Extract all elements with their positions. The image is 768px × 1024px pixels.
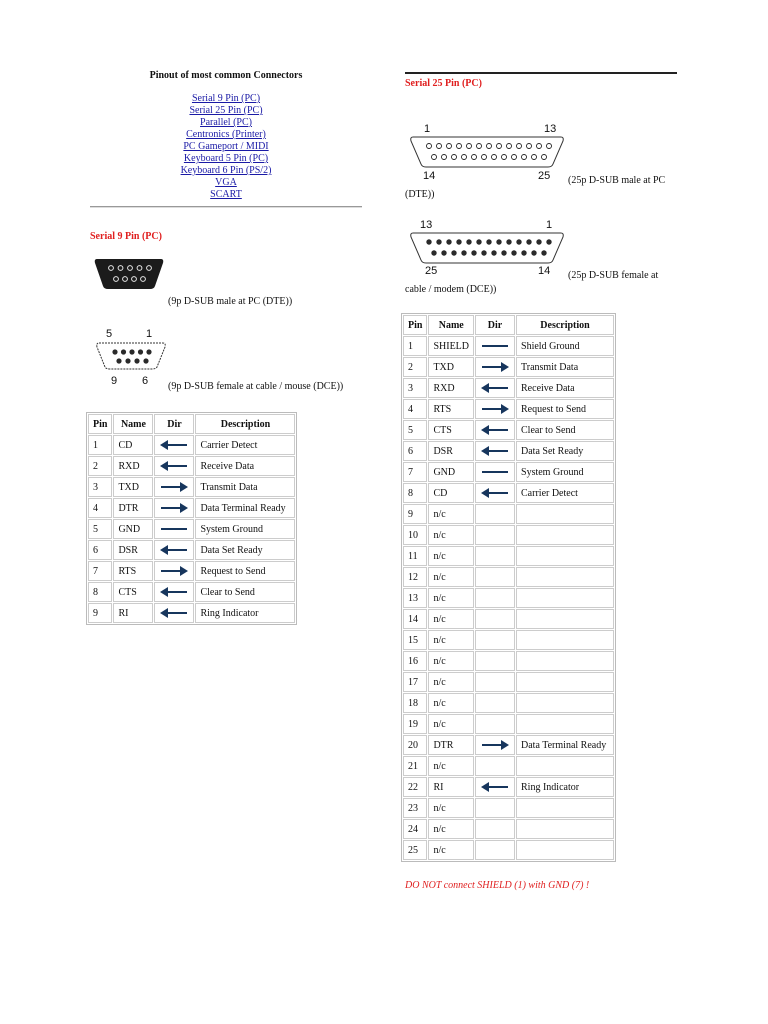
table-row: [88, 519, 295, 539]
pin-cell: 8: [88, 582, 112, 602]
description-cell: Shield Ground: [516, 336, 614, 356]
db9-female-label-5: 5: [106, 328, 113, 340]
direction-cell: [154, 435, 194, 455]
table-row: [403, 840, 614, 860]
pin-cell: 19: [403, 714, 427, 734]
signal-name-cell: RTS: [428, 399, 474, 419]
column-header: Name: [113, 414, 153, 434]
table-row: [403, 798, 614, 818]
direction-cell: [154, 477, 194, 497]
line-icon: [159, 524, 189, 534]
direction-cell: [154, 603, 194, 623]
arrow-right-icon: [159, 566, 189, 576]
description-cell: [516, 693, 614, 713]
pin-cell: 12: [403, 567, 427, 587]
direction-cell: [475, 378, 515, 398]
description-cell: Clear to Send: [516, 420, 614, 440]
db25-female-label-13: 13: [420, 219, 433, 231]
pin-cell: 20: [403, 735, 427, 755]
description-cell: [516, 756, 614, 776]
signal-name-cell: TXD: [113, 477, 153, 497]
signal-name-cell: GND: [113, 519, 153, 539]
description-cell: Data Set Ready: [516, 441, 614, 461]
table-row: [88, 456, 295, 476]
signal-name-cell: n/c: [428, 651, 474, 671]
serial25-table-wrapper: [401, 313, 616, 862]
serial25-table-body: [403, 336, 614, 860]
description-cell: Receive Data: [195, 456, 295, 476]
link-parallel[interactable]: Parallel (PC): [200, 117, 252, 128]
description-cell: [516, 504, 614, 524]
column-header: Dir: [475, 315, 515, 335]
link-centronics[interactable]: Centronics (Printer): [186, 129, 266, 140]
description-cell: [516, 588, 614, 608]
db25-male-label-13: 13: [544, 123, 557, 135]
db9-male-caption: (9p D-SUB male at PC (DTE)): [168, 296, 293, 307]
db25-male-label-25: 25: [538, 170, 551, 182]
signal-name-cell: CD: [113, 435, 153, 455]
description-cell: Carrier Detect: [516, 483, 614, 503]
section-divider: [405, 72, 677, 74]
direction-cell: [475, 399, 515, 419]
direction-cell: [154, 498, 194, 518]
signal-name-cell: n/c: [428, 714, 474, 734]
pin-cell: 4: [88, 498, 112, 518]
shield-gnd-warning: DO NOT connect SHIELD (1) with GND (7) !: [405, 880, 590, 891]
description-cell: Clear to Send: [195, 582, 295, 602]
table-row: [403, 483, 614, 503]
signal-name-cell: n/c: [428, 504, 474, 524]
signal-name-cell: RI: [113, 603, 153, 623]
table-row: [403, 441, 614, 461]
pin-cell: 14: [403, 609, 427, 629]
db25-male-connector-image: [409, 135, 565, 172]
db9-female-connector-image: [95, 341, 167, 374]
direction-cell: [154, 561, 194, 581]
signal-name-cell: DTR: [113, 498, 153, 518]
direction-cell: [475, 588, 515, 608]
db9-female-label-9: 9: [111, 375, 118, 387]
table-row: [88, 435, 295, 455]
table-row: [403, 462, 614, 482]
direction-cell: [475, 693, 515, 713]
signal-name-cell: DSR: [428, 441, 474, 461]
table-row: [403, 399, 614, 419]
pin-cell: 9: [88, 603, 112, 623]
pin-cell: 6: [88, 540, 112, 560]
db9-female-label-1: 1: [146, 328, 153, 340]
pin-cell: 3: [88, 477, 112, 497]
signal-name-cell: n/c: [428, 588, 474, 608]
description-cell: [516, 525, 614, 545]
arrow-left-icon: [159, 545, 189, 555]
description-cell: [516, 714, 614, 734]
description-cell: [516, 798, 614, 818]
direction-cell: [475, 504, 515, 524]
table-row: [403, 630, 614, 650]
pin-cell: 6: [403, 441, 427, 461]
description-cell: Request to Send: [195, 561, 295, 581]
description-cell: Ring Indicator: [516, 777, 614, 797]
db25-male-label-1: 1: [424, 123, 431, 135]
link-serial-9[interactable]: Serial 9 Pin (PC): [191, 93, 261, 104]
serial25-heading: Serial 25 Pin (PC): [405, 78, 482, 89]
pin-cell: 1: [403, 336, 427, 356]
pin-cell: 2: [88, 456, 112, 476]
direction-cell: [475, 336, 515, 356]
link-keyboard-5[interactable]: Keyboard 5 Pin (PC): [183, 153, 269, 164]
pin-cell: 5: [403, 420, 427, 440]
arrow-left-icon: [159, 461, 189, 471]
pin-cell: 10: [403, 525, 427, 545]
line-icon: [480, 467, 510, 477]
table-row: [403, 336, 614, 356]
signal-name-cell: RI: [428, 777, 474, 797]
table-row: [403, 672, 614, 692]
db25-female-label-25: 25: [425, 265, 438, 277]
table-row: [403, 651, 614, 671]
direction-cell: [475, 735, 515, 755]
column-header: Pin: [88, 414, 112, 434]
pin-cell: 7: [403, 462, 427, 482]
direction-cell: [475, 777, 515, 797]
signal-name-cell: CD: [428, 483, 474, 503]
table-row: [403, 504, 614, 524]
direction-cell: [475, 525, 515, 545]
description-cell: [516, 672, 614, 692]
arrow-left-icon: [159, 587, 189, 597]
signal-name-cell: n/c: [428, 840, 474, 860]
pin-cell: 15: [403, 630, 427, 650]
direction-cell: [475, 651, 515, 671]
table-header-row: [403, 315, 614, 335]
arrow-right-icon: [480, 362, 510, 372]
db25-female-caption: (25p D-SUB female at cable / modem (DCE)): [405, 270, 659, 295]
direction-cell: [475, 630, 515, 650]
arrow-left-icon: [480, 383, 510, 393]
arrow-left-icon: [480, 425, 510, 435]
table-row: [403, 819, 614, 839]
link-gameport[interactable]: PC Gameport / MIDI: [183, 141, 269, 152]
table-row: [403, 546, 614, 566]
db9-female-label-6: 6: [142, 375, 149, 387]
page-title: Pinout of most common Connectors: [149, 70, 303, 81]
db25-female-connector-image: [409, 231, 565, 268]
column-header: Description: [195, 414, 295, 434]
description-cell: System Ground: [516, 462, 614, 482]
link-scart[interactable]: SCART: [210, 189, 242, 200]
pin-cell: 21: [403, 756, 427, 776]
signal-name-cell: SHIELD: [428, 336, 474, 356]
table-header-row: [88, 414, 295, 434]
serial9-heading: Serial 9 Pin (PC): [90, 231, 162, 242]
arrow-left-icon: [480, 488, 510, 498]
table-row: [88, 561, 295, 581]
serial9-pin-table: [86, 412, 297, 625]
table-row: [88, 477, 295, 497]
description-cell: [516, 609, 614, 629]
link-keyboard-6[interactable]: Keyboard 6 Pin (PS/2): [180, 165, 272, 176]
description-cell: System Ground: [195, 519, 295, 539]
direction-cell: [475, 441, 515, 461]
pin-cell: 7: [88, 561, 112, 581]
table-row: [403, 777, 614, 797]
description-cell: Transmit Data: [516, 357, 614, 377]
description-cell: Receive Data: [516, 378, 614, 398]
column-header: Description: [516, 315, 614, 335]
description-cell: [516, 840, 614, 860]
direction-cell: [475, 483, 515, 503]
pin-cell: 18: [403, 693, 427, 713]
arrow-left-icon: [159, 608, 189, 618]
description-cell: Ring Indicator: [195, 603, 295, 623]
signal-name-cell: n/c: [428, 630, 474, 650]
signal-name-cell: TXD: [428, 357, 474, 377]
table-row: [403, 567, 614, 587]
direction-cell: [154, 519, 194, 539]
description-cell: [516, 630, 614, 650]
signal-name-cell: RXD: [428, 378, 474, 398]
pin-cell: 13: [403, 588, 427, 608]
direction-cell: [154, 456, 194, 476]
table-row: [88, 603, 295, 623]
pin-cell: 17: [403, 672, 427, 692]
pin-cell: 23: [403, 798, 427, 818]
description-cell: [516, 819, 614, 839]
arrow-left-icon: [159, 440, 189, 450]
link-serial-25[interactable]: Serial 25 Pin (PC): [189, 105, 263, 116]
table-row: [403, 378, 614, 398]
table-row: [88, 582, 295, 602]
arrow-right-icon: [159, 482, 189, 492]
signal-name-cell: GND: [428, 462, 474, 482]
signal-name-cell: CTS: [428, 420, 474, 440]
column-header: Dir: [154, 414, 194, 434]
signal-name-cell: RTS: [113, 561, 153, 581]
db25-male-caption: (25p D-SUB male at PC (DTE)): [405, 175, 666, 200]
table-row: [403, 420, 614, 440]
db25-female-label-1: 1: [546, 219, 553, 231]
pin-cell: 1: [88, 435, 112, 455]
direction-cell: [475, 546, 515, 566]
direction-cell: [475, 840, 515, 860]
table-row: [403, 588, 614, 608]
table-row: [403, 714, 614, 734]
column-header: Name: [428, 315, 474, 335]
arrow-right-icon: [480, 404, 510, 414]
direction-cell: [475, 798, 515, 818]
table-row: [403, 735, 614, 755]
signal-name-cell: n/c: [428, 672, 474, 692]
connector-index: [90, 93, 362, 201]
description-cell: Data Set Ready: [195, 540, 295, 560]
pin-cell: 22: [403, 777, 427, 797]
direction-cell: [475, 420, 515, 440]
signal-name-cell: n/c: [428, 525, 474, 545]
signal-name-cell: CTS: [113, 582, 153, 602]
db9-female-caption: (9p D-SUB female at cable / mouse (DCE)): [168, 381, 344, 392]
arrow-right-icon: [159, 503, 189, 513]
serial25-pin-table: [401, 313, 616, 862]
description-cell: [516, 546, 614, 566]
table-row: [88, 498, 295, 518]
arrow-right-icon: [480, 740, 510, 750]
pin-cell: 25: [403, 840, 427, 860]
table-row: [403, 693, 614, 713]
pin-cell: 11: [403, 546, 427, 566]
table-row: [88, 540, 295, 560]
direction-cell: [475, 357, 515, 377]
pin-cell: 5: [88, 519, 112, 539]
direction-cell: [475, 672, 515, 692]
description-cell: [516, 567, 614, 587]
pin-cell: 8: [403, 483, 427, 503]
serial9-table-body: [88, 435, 295, 623]
description-cell: Transmit Data: [195, 477, 295, 497]
direction-cell: [475, 756, 515, 776]
pin-cell: 2: [403, 357, 427, 377]
serial9-table-wrapper: [86, 412, 297, 625]
table-row: [403, 357, 614, 377]
signal-name-cell: RXD: [113, 456, 153, 476]
table-row: [403, 609, 614, 629]
table-row: [403, 525, 614, 545]
signal-name-cell: DSR: [113, 540, 153, 560]
table-row: [403, 756, 614, 776]
direction-cell: [475, 714, 515, 734]
direction-cell: [475, 609, 515, 629]
signal-name-cell: n/c: [428, 546, 474, 566]
pin-cell: 16: [403, 651, 427, 671]
direction-cell: [475, 567, 515, 587]
db9-male-connector-image: [93, 256, 165, 295]
direction-cell: [475, 462, 515, 482]
line-icon: [480, 341, 510, 351]
db25-male-label-14: 14: [423, 170, 436, 182]
arrow-left-icon: [480, 782, 510, 792]
signal-name-cell: n/c: [428, 693, 474, 713]
pin-cell: 9: [403, 504, 427, 524]
description-cell: Request to Send: [516, 399, 614, 419]
section-divider: [90, 206, 362, 208]
description-cell: [516, 651, 614, 671]
link-vga[interactable]: VGA: [215, 177, 237, 188]
pin-cell: 4: [403, 399, 427, 419]
direction-cell: [154, 582, 194, 602]
pin-cell: 24: [403, 819, 427, 839]
signal-name-cell: DTR: [428, 735, 474, 755]
signal-name-cell: n/c: [428, 609, 474, 629]
pin-cell: 3: [403, 378, 427, 398]
signal-name-cell: n/c: [428, 798, 474, 818]
direction-cell: [154, 540, 194, 560]
column-header: Pin: [403, 315, 427, 335]
arrow-left-icon: [480, 446, 510, 456]
direction-cell: [475, 819, 515, 839]
db25-female-label-14: 14: [538, 265, 551, 277]
description-cell: Carrier Detect: [195, 435, 295, 455]
signal-name-cell: n/c: [428, 819, 474, 839]
signal-name-cell: n/c: [428, 756, 474, 776]
signal-name-cell: n/c: [428, 567, 474, 587]
description-cell: Data Terminal Ready: [516, 735, 614, 755]
description-cell: Data Terminal Ready: [195, 498, 295, 518]
